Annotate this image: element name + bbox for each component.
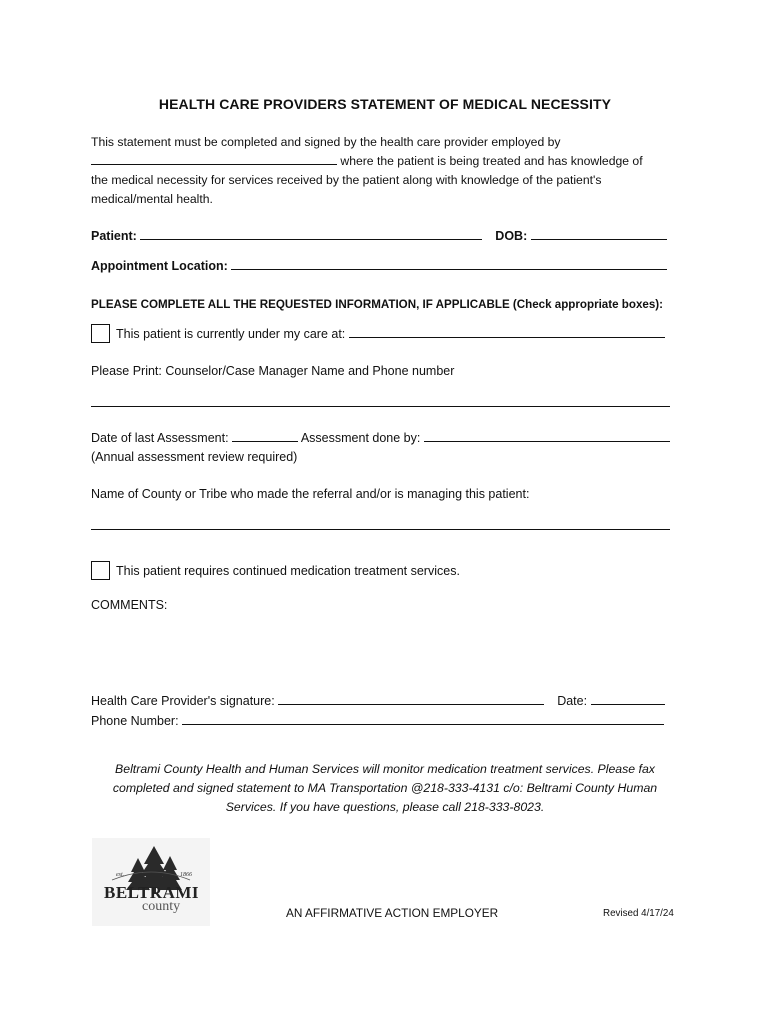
intro-line-3: the medical necessity for services received by the patient along with knowledge of the patient's bbox=[91, 173, 602, 187]
comments-label: COMMENTS: bbox=[91, 598, 168, 612]
patient-field[interactable] bbox=[140, 238, 482, 240]
logo-name: BELTRAMI bbox=[104, 883, 200, 902]
assessment-date-field[interactable] bbox=[232, 440, 298, 442]
footer-note bbox=[0, 760, 770, 817]
appointment-row bbox=[91, 259, 667, 273]
page-title: HEALTH CARE PROVIDERS STATEMENT OF MEDICAL NECESSITY bbox=[158, 96, 612, 112]
assessment-by-label: Assessment done by: bbox=[300, 431, 421, 445]
appointment-field[interactable] bbox=[231, 268, 667, 270]
medication-checkbox[interactable] bbox=[91, 561, 110, 580]
date-field[interactable] bbox=[591, 703, 665, 705]
under-care-field[interactable] bbox=[349, 336, 665, 338]
footer-note-line-2: completed and signed statement to MA Transportation @218-333-4131 c/o: Beltrami County Human bbox=[112, 781, 658, 795]
county-label: Name of County or Tribe who made the referral and/or is managing this patient: bbox=[91, 487, 530, 501]
appointment-label: Appointment Location: bbox=[91, 259, 228, 273]
intro-line-1: This statement must be completed and signed by the health care provider employed by bbox=[91, 135, 561, 149]
phone-field[interactable] bbox=[182, 723, 664, 725]
counselor-label: Please Print: Counselor/Case Manager Name and Phone number bbox=[91, 364, 455, 378]
annual-note: (Annual assessment review required) bbox=[91, 450, 298, 464]
assessment-date-label: Date of last Assessment: bbox=[91, 431, 229, 445]
employer-text: AN AFFIRMATIVE ACTION EMPLOYER bbox=[286, 906, 499, 920]
under-care-label: This patient is currently under my care at: bbox=[116, 327, 346, 341]
signature-field[interactable] bbox=[278, 703, 544, 705]
phone-row bbox=[91, 714, 664, 728]
assessment-by-field[interactable] bbox=[424, 440, 670, 442]
instructions: PLEASE COMPLETE ALL THE REQUESTED INFORMATION, IF APPLICABLE (Check appropriate boxes): bbox=[91, 298, 664, 311]
dob-field[interactable] bbox=[531, 238, 667, 240]
footer-note-line-3: Services. If you have questions, please call 218-333-8023. bbox=[225, 800, 545, 814]
signature-row bbox=[91, 694, 665, 708]
signature-label: Health Care Provider's signature: bbox=[91, 694, 275, 708]
footer-note-line-1: Beltrami County Health and Human Services will monitor medication treatment services. Please fax bbox=[115, 762, 655, 776]
employer-blank[interactable] bbox=[91, 163, 337, 165]
county-field[interactable] bbox=[91, 529, 670, 530]
intro-paragraph bbox=[91, 133, 691, 209]
logo-est-left: est. bbox=[116, 872, 125, 878]
dob-label: DOB: bbox=[495, 229, 528, 243]
intro-line-2 bbox=[91, 152, 691, 171]
under-care-checkbox[interactable] bbox=[91, 324, 110, 343]
phone-label: Phone Number: bbox=[91, 714, 179, 728]
assessment-row bbox=[91, 431, 670, 445]
counselor-field[interactable] bbox=[91, 406, 670, 407]
logo-sub: county bbox=[142, 899, 181, 914]
revised-date: Revised 4/17/24 bbox=[603, 908, 674, 919]
patient-row bbox=[91, 229, 667, 243]
intro-line-4: medical/mental health. bbox=[91, 192, 213, 206]
under-care-row bbox=[116, 327, 665, 341]
patient-label: Patient: bbox=[91, 229, 137, 243]
logo-est-right: 1866 bbox=[180, 872, 192, 878]
date-label: Date: bbox=[557, 694, 588, 708]
intro-line-2-text: where the patient is being treated and has knowledge of bbox=[340, 154, 643, 168]
medication-label: This patient requires continued medication treatment services. bbox=[116, 564, 460, 578]
